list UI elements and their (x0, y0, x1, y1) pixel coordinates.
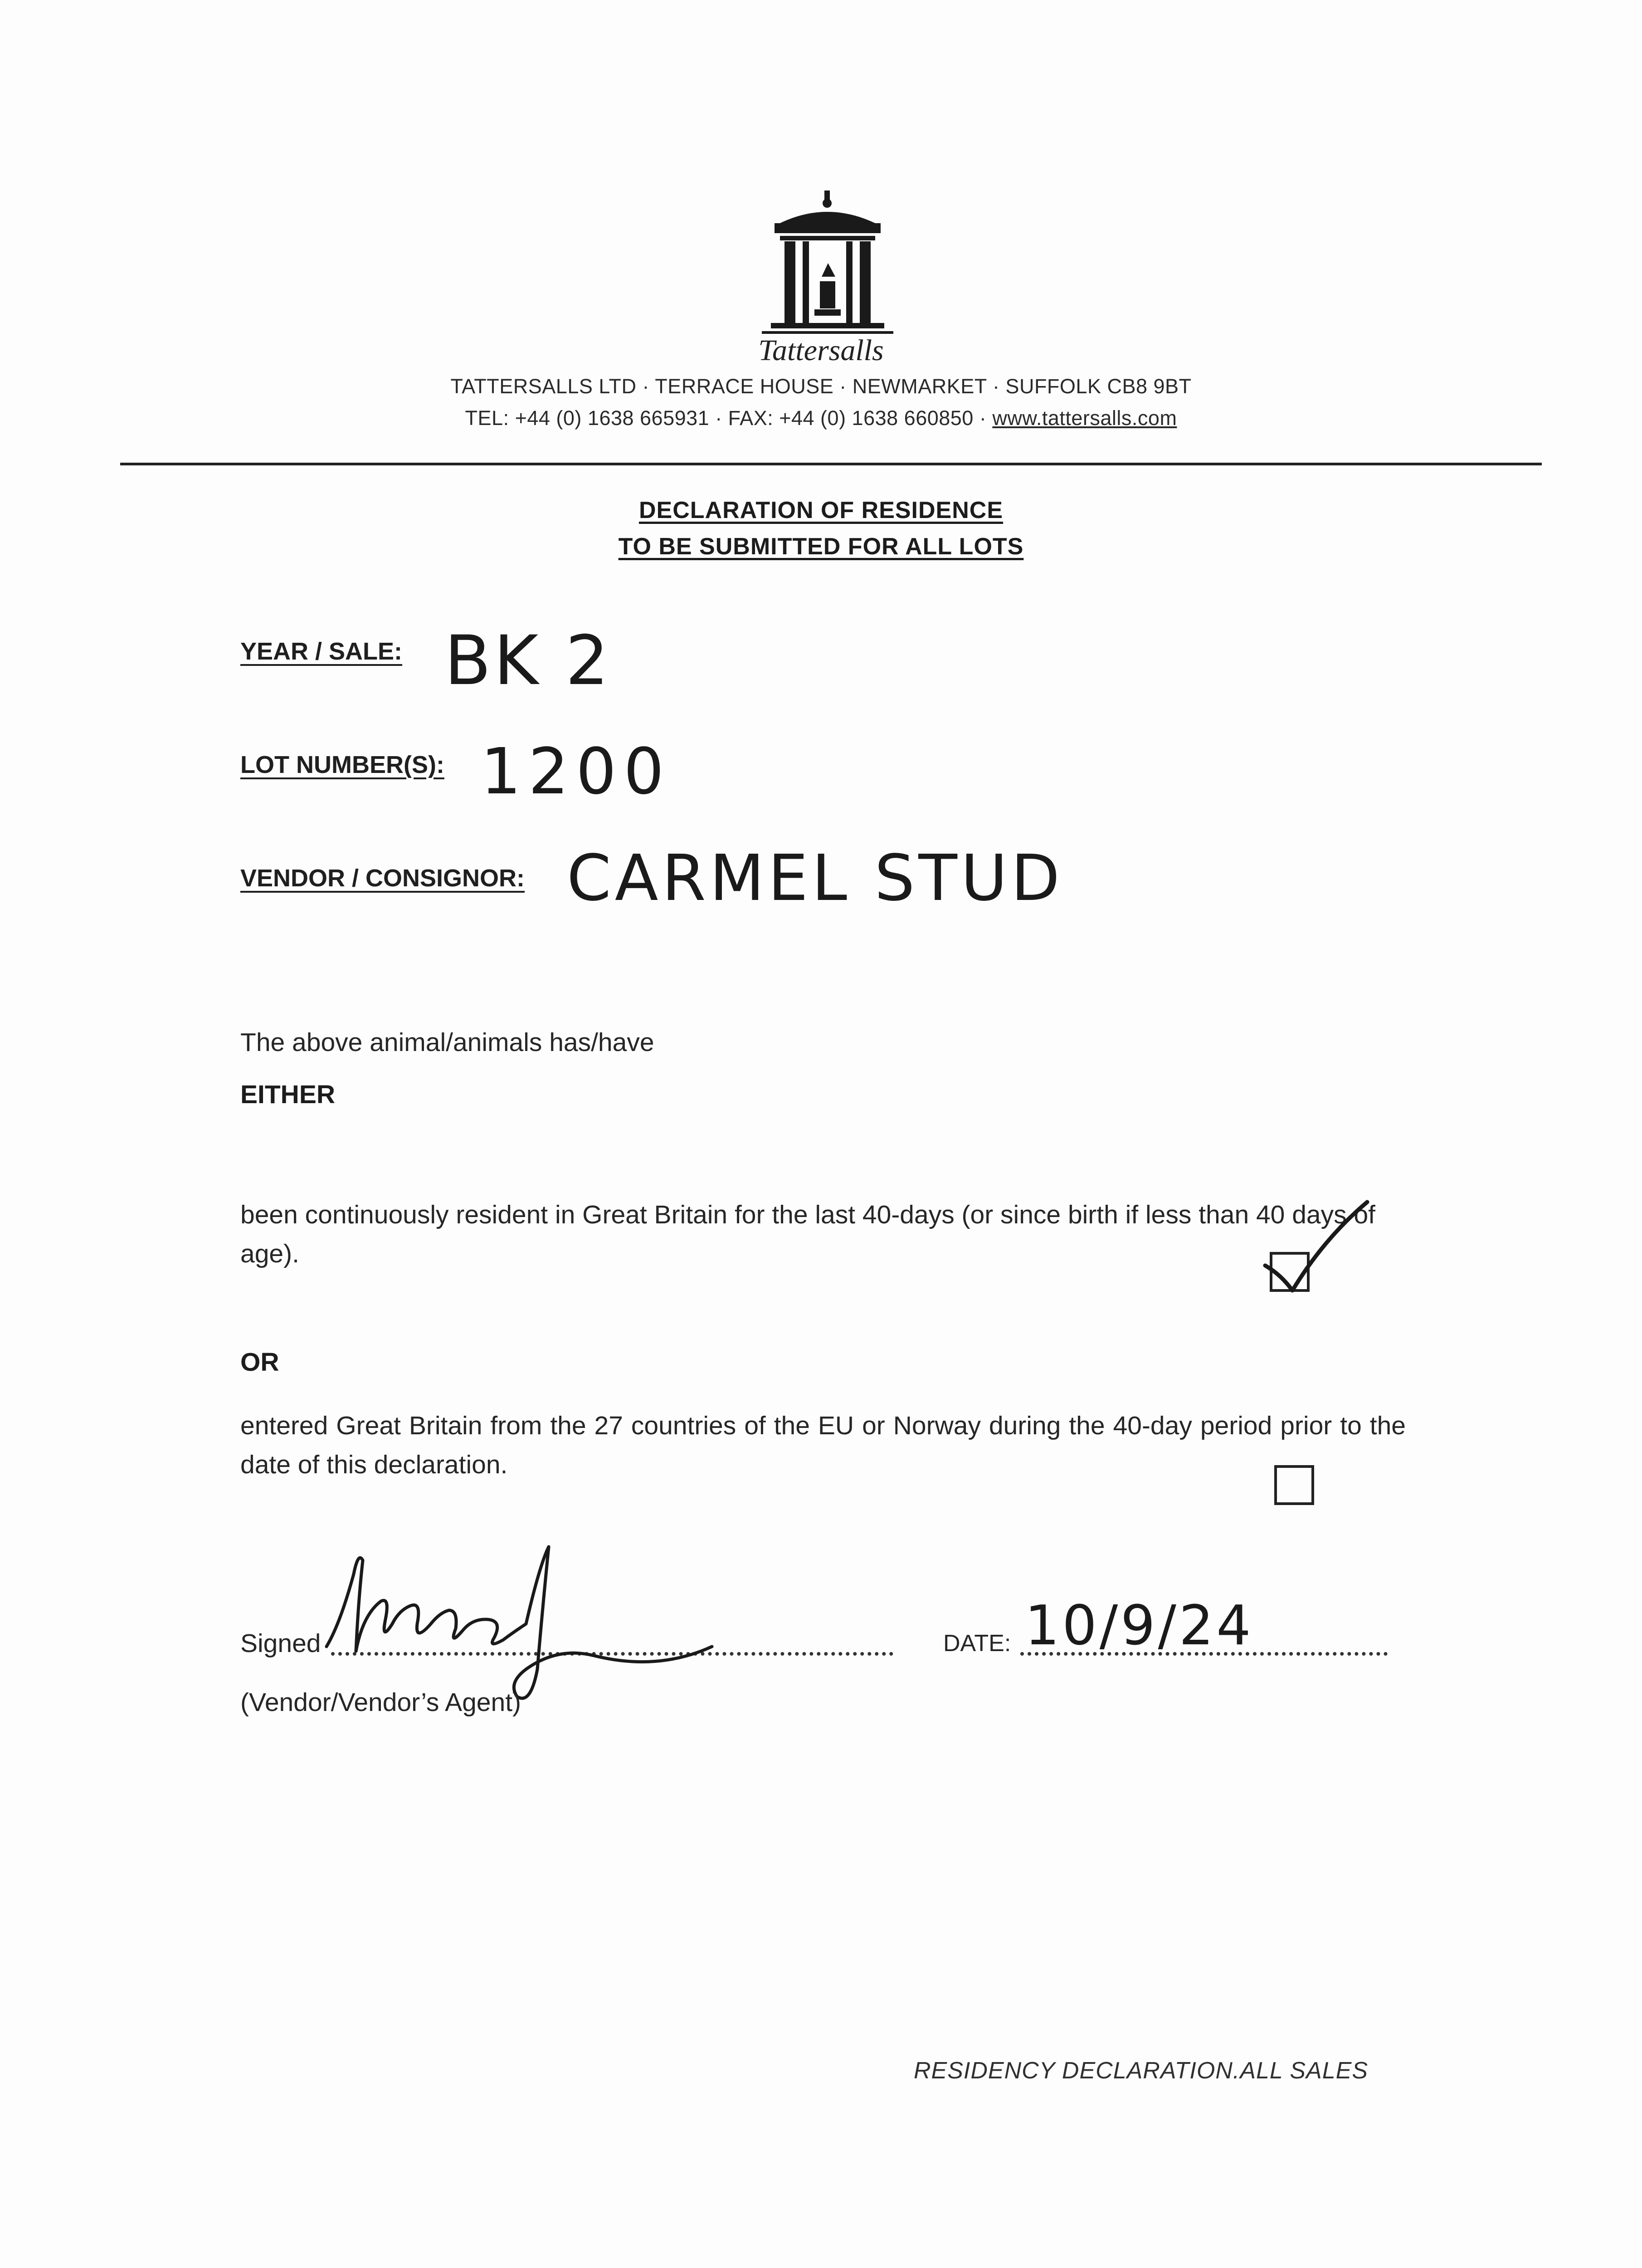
company-contact (0, 406, 1642, 430)
website-link[interactable]: www.tattersalls.com (992, 406, 1177, 430)
signer-role-label: (Vendor/Vendor’s Agent) (240, 1688, 521, 1717)
vendor-consignor-field[interactable]: CARMEL STUD (567, 841, 1064, 915)
header-divider (120, 463, 1542, 465)
form-subtitle: TO BE SUBMITTED FOR ALL LOTS (618, 533, 1024, 560)
pavilion-logo-icon (762, 191, 893, 340)
lot-numbers-label: LOT NUMBER(S): (240, 751, 444, 778)
intro-text: The above animal/animals has/have (240, 1028, 654, 1057)
or-heading: OR (240, 1348, 279, 1377)
footer-reference: RESIDENCY DECLARATION.ALL SALES (914, 2058, 1369, 2084)
company-address: TATTERSALLS LTD · TERRACE HOUSE · NEWMARKET · SUFFOLK CB8 9BT (450, 375, 1192, 398)
option-entered-checkbox[interactable] (1274, 1465, 1314, 1505)
option-entered-text: entered Great Britain from the 27 countries of the EU or Norway during the 40-day period prior to the date of this declaration. (240, 1411, 1406, 1479)
date-field[interactable]: 10/9/24 (1025, 1594, 1254, 1657)
contact-numbers: TEL: +44 (0) 1638 665931 · FAX: +44 (0) 1638 660850 · (465, 406, 993, 430)
year-sale-field[interactable]: BK 2 (444, 621, 612, 700)
company-name: Tattersalls (758, 334, 884, 367)
option-resident-text: been continuously resident in Great Britain for the last 40-days (or since birth if less than 40 days of age). (240, 1200, 1375, 1268)
form-title: DECLARATION OF RESIDENCE (638, 497, 1004, 523)
lot-numbers-field[interactable]: 1200 (481, 735, 672, 809)
either-heading: EITHER (240, 1080, 336, 1109)
year-sale-label: YEAR / SALE: (240, 638, 403, 665)
date-label: DATE: (943, 1630, 1011, 1657)
checkmark-icon (1256, 1198, 1374, 1302)
vendor-consignor-label: VENDOR / CONSIGNOR: (240, 865, 525, 892)
signed-label: Signed (240, 1629, 321, 1658)
